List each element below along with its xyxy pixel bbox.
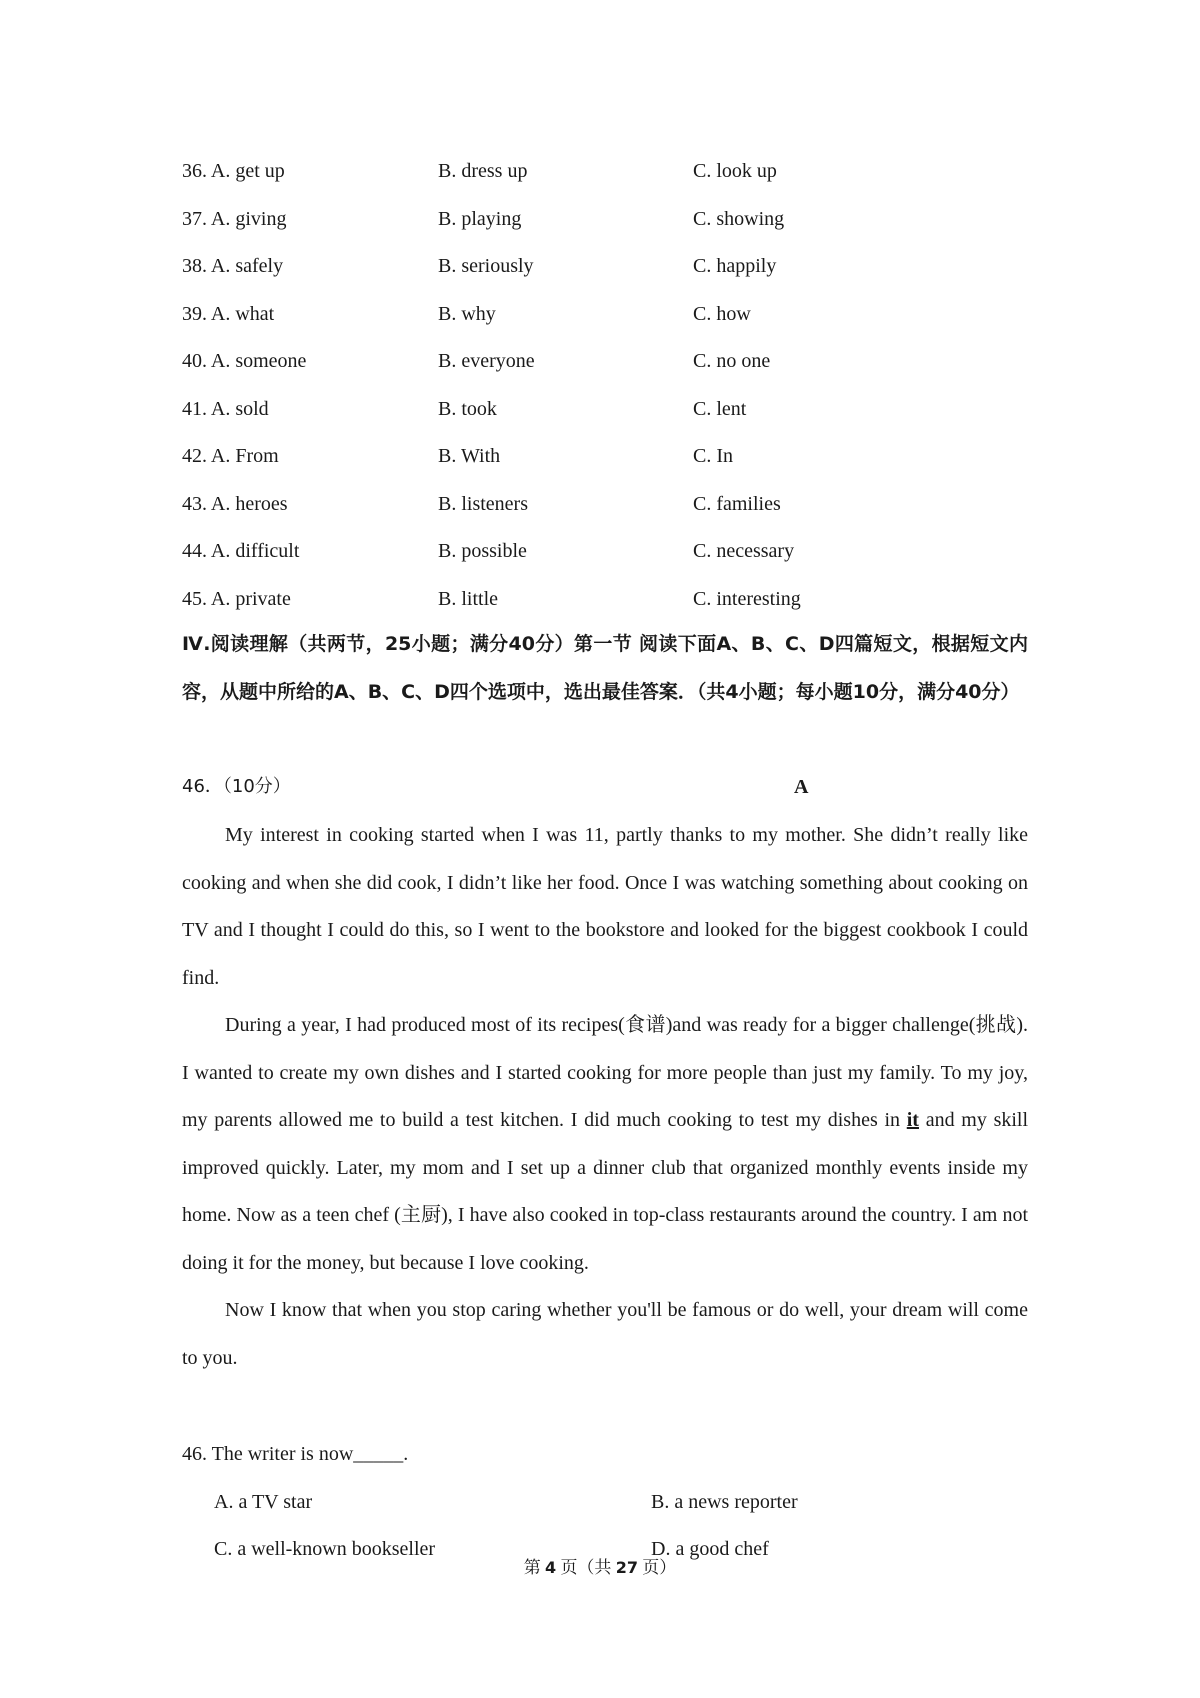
option-c: C. look up (693, 160, 777, 182)
passage-paragraph-3: Now I know that when you stop caring whether you'll be famous or do well, your dream will come to you. (182, 1299, 1028, 1369)
option-row (0, 299, 1200, 329)
option-a: 41. A. sold (182, 397, 269, 420)
underlined-word-it: it (906, 1109, 919, 1131)
option-c: C. interesting (693, 587, 801, 610)
section-heading: Ⅳ.阅读理解（共两节，25小题；满分40分）第一节 阅读下面A、B、C、D四篇短文，根据短文内容，从题中所给的A、B、C、D四个选项中，选出最佳答案．（共4小题；每小题10分，满分40分） (182, 633, 1028, 703)
option-c: C. In (693, 445, 733, 467)
option-b: B. playing (438, 207, 522, 230)
paragraph-2-text: During a year, I had produced most of its recipes(食谱)and was ready for a bigger challenge(挑战). I wanted to create my own dishes and I started cooking for more people than just my family. To my joy, my parents allowed me to build a test kitchen. I did much cooking to test my dishes in (182, 1014, 1028, 1131)
answer-d: D. a good chef (651, 1538, 769, 1560)
option-row (0, 346, 1200, 376)
footer-total-pages: 27 (615, 1558, 638, 1577)
question-46: 46. The writer is now_____. (182, 1443, 409, 1465)
option-b: B. With (438, 445, 501, 467)
option-b: B. listeners (438, 492, 528, 515)
option-a: 38. A. safely (182, 255, 284, 277)
option-row (0, 489, 1200, 519)
option-row (0, 156, 1200, 186)
option-a: 42. A. From (182, 445, 279, 467)
page-footer (0, 1556, 1200, 1580)
option-a: 40. A. someone (182, 350, 307, 372)
answer-a: A. a TV star (214, 1491, 313, 1513)
option-a: 44. A. difficult (182, 540, 300, 562)
option-b: B. took (438, 397, 497, 420)
footer-middle: 页（共 (556, 1558, 616, 1577)
option-c: C. how (693, 302, 751, 325)
passage-letter: A (794, 776, 809, 798)
option-c: C. necessary (693, 540, 795, 562)
paragraph-2-rest: and my skill improved quickly. Later, my mom and I set up a dinner club that organized monthly events inside my home. Now as a teen chef (主厨), I have also cooked in top-class restaurants around the country. I am not doing it for the money, but because I love cooking. (182, 1109, 1029, 1274)
footer-page-number: 4 (545, 1558, 557, 1577)
footer-prefix: 第 (523, 1558, 546, 1577)
option-a: 39. A. what (182, 302, 275, 325)
option-a: 45. A. private (182, 587, 291, 610)
option-b: B. little (438, 587, 498, 610)
option-c: C. families (693, 492, 781, 515)
option-row (0, 441, 1200, 471)
option-row (0, 251, 1200, 281)
reading-passage (182, 812, 1028, 1382)
option-a: 36. A. get up (182, 160, 285, 182)
option-c: C. lent (693, 397, 747, 420)
option-b: B. dress up (438, 160, 528, 182)
option-b: B. possible (438, 540, 527, 562)
option-row (0, 394, 1200, 424)
passage-paragraph-2 (182, 1002, 1028, 1287)
option-row (0, 204, 1200, 234)
footer-suffix: 页） (637, 1558, 677, 1577)
option-row (0, 536, 1200, 566)
option-b: B. why (438, 302, 496, 325)
option-a: 37. A. giving (182, 207, 287, 230)
option-b: B. seriously (438, 255, 534, 277)
option-b: B. everyone (438, 350, 535, 372)
option-a: 43. A. heroes (182, 492, 288, 515)
answer-c: C. a well-known bookseller (214, 1538, 436, 1560)
question-label: 46．（10分） (182, 776, 291, 797)
option-c: C. no one (693, 350, 771, 372)
option-c: C. happily (693, 255, 777, 277)
question-header (182, 772, 1028, 802)
option-row (0, 584, 1200, 614)
answer-b: B. a news reporter (651, 1491, 798, 1513)
option-c: C. showing (693, 207, 785, 230)
passage-paragraph-1: My interest in cooking started when I was 11, partly thanks to my mother. She didn’t really like cooking and when she did cook, I didn’t like her food. Once I was watching something about cooking on TV and I thought I could do this, so I went to the bookstore and looked for the biggest cookbook I could find. (182, 824, 1028, 989)
